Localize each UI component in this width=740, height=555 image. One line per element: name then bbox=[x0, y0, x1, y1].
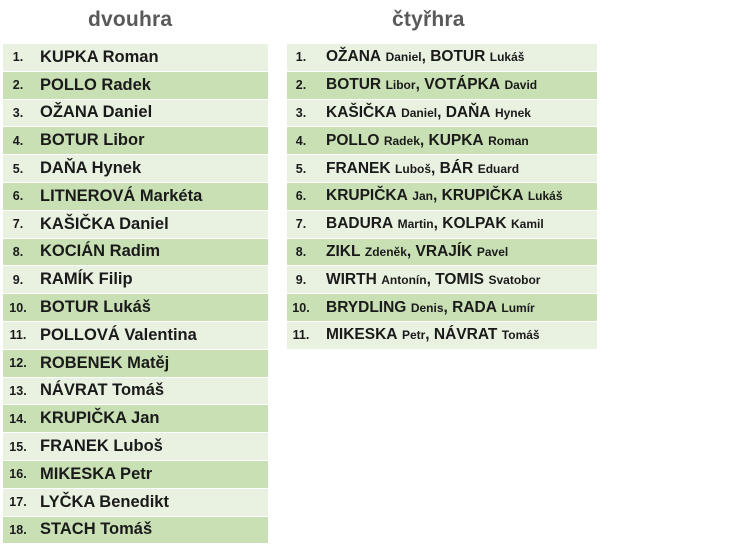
pair-separator: , bbox=[437, 103, 446, 121]
player2-given-name: Tomáš bbox=[501, 328, 540, 343]
player1-surname: OŽANA bbox=[326, 48, 382, 66]
pair-separator: , bbox=[443, 298, 453, 316]
player2-given-name: Lukáš bbox=[489, 50, 525, 65]
rank-number: 1. bbox=[295, 50, 307, 65]
player1-given-name: Radek bbox=[383, 133, 420, 148]
player1-given-name: Antonín bbox=[381, 272, 427, 287]
player2-surname: KUPKA bbox=[428, 131, 484, 149]
player-name: POLLO Radek bbox=[40, 75, 151, 94]
player-name: LITNEROVÁ Markéta bbox=[40, 186, 203, 205]
player2-surname: DAŇA bbox=[445, 103, 491, 121]
singles-row bbox=[3, 100, 268, 128]
pair-separator: , bbox=[431, 159, 440, 177]
rank-number: 1. bbox=[12, 50, 24, 65]
pair-separator: , bbox=[415, 76, 425, 94]
doubles-row bbox=[287, 322, 597, 350]
player1-surname: POLLO bbox=[326, 131, 380, 149]
rank-number: 6. bbox=[295, 189, 307, 204]
player1-given-name: Petr bbox=[401, 328, 426, 343]
singles-row bbox=[3, 517, 268, 545]
player1-given-name: Daniel bbox=[401, 105, 438, 120]
doubles-row bbox=[287, 72, 597, 100]
rank-number: 4. bbox=[295, 133, 307, 148]
player-pair bbox=[326, 160, 519, 178]
player2-given-name: Eduard bbox=[477, 161, 520, 176]
pair-separator: , bbox=[433, 215, 443, 233]
rank-number: 2. bbox=[295, 78, 307, 93]
player2-surname: VRAJÍK bbox=[415, 242, 473, 260]
rank-number: 2. bbox=[12, 78, 24, 93]
doubles-title: čtyřhra bbox=[392, 8, 465, 31]
pair-separator: , bbox=[432, 187, 442, 205]
player-pair bbox=[326, 299, 535, 317]
player1-given-name: Martin bbox=[397, 217, 434, 232]
singles-ranking-list bbox=[3, 44, 268, 544]
player1-surname: BOTUR bbox=[326, 76, 382, 94]
rank-number: 10. bbox=[292, 300, 310, 315]
singles-row bbox=[3, 322, 268, 350]
rank-number: 8. bbox=[295, 244, 307, 259]
player-name: LYČKA Benedikt bbox=[40, 492, 169, 511]
doubles-row bbox=[287, 127, 597, 155]
player2-given-name: Pavel bbox=[476, 244, 509, 259]
pair-separator: , bbox=[406, 242, 416, 260]
rank-number: 11. bbox=[292, 328, 310, 343]
player-name: BOTUR Libor bbox=[40, 131, 145, 150]
singles-row bbox=[3, 489, 268, 517]
player-name: KOCIÁN Radim bbox=[40, 242, 161, 261]
rank-number: 14. bbox=[9, 411, 27, 426]
rank-number: 3. bbox=[12, 105, 24, 120]
rank-number: 6. bbox=[12, 189, 24, 204]
player2-given-name: Svatobor bbox=[488, 272, 541, 287]
player-name: FRANEK Luboš bbox=[40, 437, 163, 456]
rank-number: 7. bbox=[12, 217, 24, 232]
player-pair bbox=[326, 187, 563, 205]
player-pair bbox=[326, 48, 524, 66]
player-name: KAŠIČKA Daniel bbox=[40, 214, 169, 233]
doubles-row bbox=[287, 155, 597, 183]
rank-number: 13. bbox=[9, 383, 27, 398]
player-name: POLLOVÁ Valentina bbox=[40, 325, 197, 344]
rank-number: 8. bbox=[12, 244, 24, 259]
singles-row bbox=[3, 239, 268, 267]
singles-row bbox=[3, 183, 268, 211]
singles-row bbox=[3, 211, 268, 239]
player2-surname: VOTÁPKA bbox=[424, 76, 500, 94]
doubles-row bbox=[287, 100, 597, 128]
player-name: ROBENEK Matěj bbox=[40, 353, 170, 372]
singles-row bbox=[3, 350, 268, 378]
player-name: KUPKA Roman bbox=[40, 47, 159, 66]
player1-surname: ZIKL bbox=[326, 242, 361, 260]
player1-given-name: Luboš bbox=[395, 161, 432, 176]
singles-row bbox=[3, 127, 268, 155]
player2-surname: BÁR bbox=[439, 159, 474, 177]
player1-given-name: Daniel bbox=[385, 50, 422, 65]
player-pair bbox=[326, 76, 537, 94]
player2-given-name: Lumír bbox=[501, 300, 535, 315]
doubles-row bbox=[287, 44, 597, 72]
pair-separator: , bbox=[419, 131, 429, 149]
player1-given-name: Denis bbox=[410, 300, 444, 315]
rank-number: 5. bbox=[12, 161, 24, 176]
player1-surname: KAŠIČKA bbox=[326, 103, 397, 121]
player2-given-name: Roman bbox=[488, 133, 529, 148]
doubles-row bbox=[287, 294, 597, 322]
player-name: DAŇA Hynek bbox=[40, 159, 142, 178]
rank-number: 12. bbox=[9, 356, 27, 371]
singles-row bbox=[3, 405, 268, 433]
pair-separator: , bbox=[425, 326, 434, 344]
player2-given-name: Lukáš bbox=[527, 189, 563, 204]
rank-number: 10. bbox=[9, 300, 27, 315]
player2-surname: KOLPAK bbox=[442, 215, 507, 233]
player1-surname: BRYDLING bbox=[326, 298, 407, 316]
player1-surname: BADURA bbox=[326, 215, 394, 233]
player1-given-name: Zdeněk bbox=[364, 244, 407, 259]
player-pair bbox=[326, 132, 529, 150]
pair-separator: , bbox=[426, 270, 436, 288]
rank-number: 15. bbox=[9, 439, 27, 454]
player1-surname: KRUPIČKA bbox=[326, 187, 408, 205]
singles-row bbox=[3, 44, 268, 72]
player2-surname: NÁVRAT bbox=[433, 326, 498, 344]
player-pair bbox=[326, 271, 540, 289]
rank-number: 18. bbox=[9, 522, 27, 537]
player2-given-name: Kamil bbox=[511, 217, 544, 232]
player2-given-name: David bbox=[504, 78, 538, 93]
player-name: BOTUR Lukáš bbox=[40, 298, 151, 317]
singles-row bbox=[3, 433, 268, 461]
singles-row bbox=[3, 72, 268, 100]
doubles-row bbox=[287, 211, 597, 239]
singles-row bbox=[3, 155, 268, 183]
doubles-row bbox=[287, 183, 597, 211]
rank-number: 9. bbox=[295, 272, 307, 287]
player2-surname: KRUPIČKA bbox=[441, 187, 524, 205]
rank-number: 16. bbox=[9, 467, 27, 482]
player1-given-name: Libor bbox=[385, 78, 416, 93]
player-pair bbox=[326, 104, 531, 122]
doubles-row bbox=[287, 239, 597, 267]
player2-surname: TOMIS bbox=[435, 270, 485, 288]
player1-surname: WIRTH bbox=[326, 270, 377, 288]
pair-separator: , bbox=[421, 48, 431, 66]
rank-number: 4. bbox=[12, 133, 24, 148]
rank-number: 5. bbox=[295, 161, 307, 176]
doubles-ranking-list bbox=[287, 44, 597, 350]
rank-number: 7. bbox=[295, 217, 307, 232]
player-name: MIKESKA Petr bbox=[40, 464, 153, 483]
singles-row bbox=[3, 461, 268, 489]
player-name: OŽANA Daniel bbox=[40, 103, 153, 122]
player-name: KRUPIČKA Jan bbox=[40, 409, 160, 428]
singles-title: dvouhra bbox=[88, 8, 173, 31]
rank-number: 11. bbox=[9, 328, 27, 343]
singles-row bbox=[3, 294, 268, 322]
player-name: NÁVRAT Tomáš bbox=[40, 381, 165, 400]
doubles-row bbox=[287, 266, 597, 294]
player1-given-name: Jan bbox=[412, 189, 433, 204]
rank-number: 9. bbox=[12, 272, 24, 287]
player-pair bbox=[326, 215, 544, 233]
player2-surname: RADA bbox=[452, 298, 497, 316]
rank-number: 3. bbox=[295, 105, 307, 120]
singles-row bbox=[3, 266, 268, 294]
singles-row bbox=[3, 378, 268, 406]
player-pair bbox=[326, 243, 508, 261]
rank-number: 17. bbox=[9, 495, 27, 510]
player1-surname: FRANEK bbox=[326, 159, 391, 177]
player-name: RAMÍK Filip bbox=[40, 270, 133, 289]
player1-surname: MIKESKA bbox=[326, 326, 398, 344]
player2-surname: BOTUR bbox=[430, 48, 486, 66]
player-name: STACH Tomáš bbox=[40, 520, 153, 539]
player2-given-name: Hynek bbox=[494, 105, 531, 120]
player-pair bbox=[326, 326, 540, 344]
